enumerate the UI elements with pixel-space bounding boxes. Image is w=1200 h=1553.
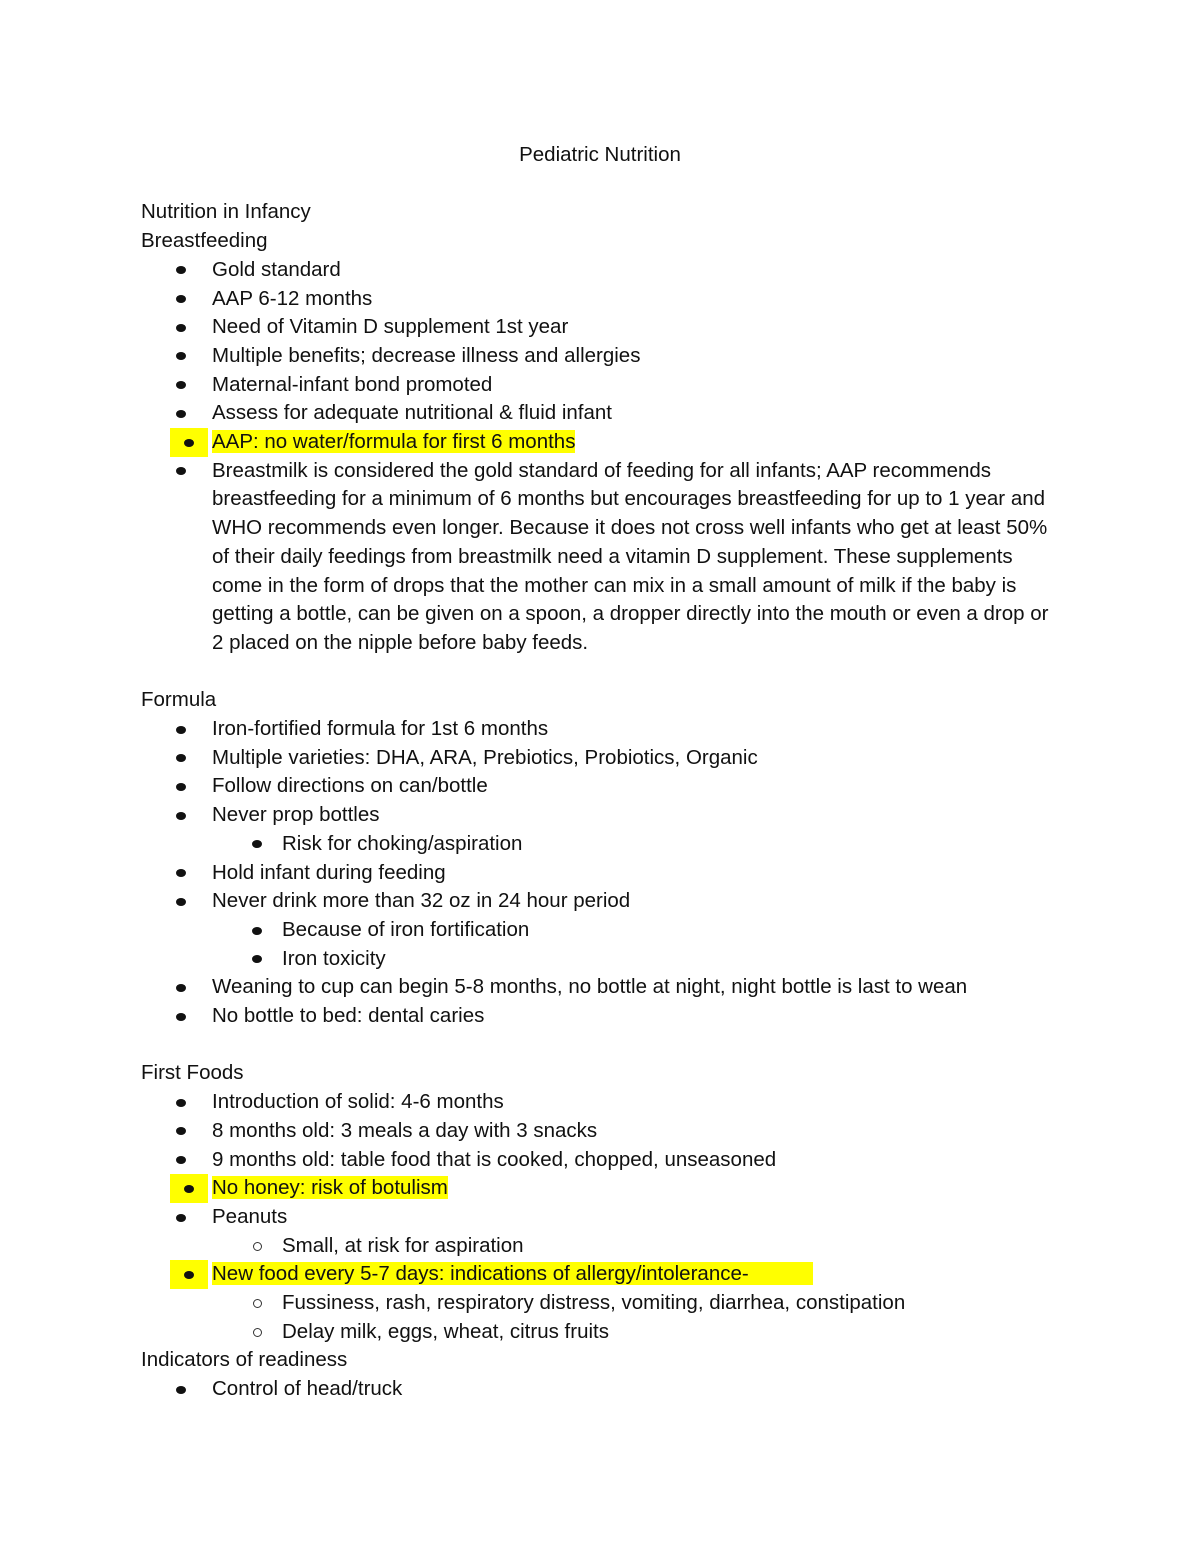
bullet-list-first-foods (141, 1088, 1071, 1346)
section-heading: Nutrition in Infancy (141, 200, 311, 224)
sub-list-item: Because of iron fortification (141, 916, 1071, 945)
page-title: Pediatric Nutrition (519, 143, 681, 166)
circle-bullet-icon (250, 1232, 264, 1261)
bullet-icon (174, 744, 188, 773)
list-item: 9 months old: table food that is cooked, chopped, unseasoned (141, 1146, 1071, 1175)
list-item: Control of head/truck (141, 1375, 1071, 1404)
bullet-icon (250, 830, 264, 859)
list-item: AAP 6-12 months (141, 285, 1071, 314)
list-item: Peanuts (141, 1203, 1071, 1232)
bullet-icon (174, 1375, 188, 1404)
bullet-list-breastfeeding (141, 256, 1071, 658)
list-item: Multiple benefits; decrease illness and allergies (141, 342, 1071, 371)
bullet-icon (174, 1088, 188, 1117)
bullet-icon (250, 945, 264, 974)
list-item: Never drink more than 32 oz in 24 hour period (141, 887, 1071, 916)
bullet-icon (174, 1146, 188, 1175)
bullet-icon (174, 715, 188, 744)
spacer (141, 658, 1071, 687)
list-item: Multiple varieties: DHA, ARA, Prebiotics, Probiotics, Organic (141, 744, 1071, 773)
sub-list-item: Iron toxicity (141, 945, 1071, 974)
bullet-icon (174, 1203, 188, 1232)
section-subheading: Breastfeeding (141, 229, 268, 253)
list-item-highlighted: AAP: no water/formula for first 6 months (141, 428, 1071, 457)
list-item: Follow directions on can/bottle (141, 772, 1071, 801)
bullet-icon (170, 1174, 208, 1203)
circle-bullet-icon (250, 1289, 264, 1318)
bullet-icon (174, 887, 188, 916)
list-item-paragraph: Breastmilk is considered the gold standard of feeding for all infants; AAP recommends breastfeeding for a minimum of 6 months but encourages breastfeeding for up to 1 year and WHO recommends even longer. Because it does not cross well infants who get at least 50% of their daily feedings from breastmilk need a vitamin D supplement. These supplements come in the form of drops that the mother can mix in a small amount of milk if the baby is getting a bottle, can be given on a spoon, a dropper directly into the mouth or even a drop or 2 placed on the nipple before baby feeds. (141, 457, 1071, 658)
section-heading: Indicators of readiness (141, 1348, 348, 1372)
sub-list-item: Fussiness, rash, respiratory distress, vomiting, diarrhea, constipation (141, 1289, 1071, 1318)
list-item: Iron-fortified formula for 1st 6 months (141, 715, 1071, 744)
list-item-highlighted: New food every 5-7 days: indications of allergy/intolerance- (141, 1260, 1071, 1289)
bullet-icon (174, 801, 188, 830)
list-item: Introduction of solid: 4-6 months (141, 1088, 1071, 1117)
bullet-list-readiness (141, 1375, 1071, 1404)
section-heading: First Foods (141, 1061, 244, 1085)
bullet-icon (174, 399, 188, 428)
sub-list-item: Risk for choking/aspiration (141, 830, 1071, 859)
sub-list-item: Small, at risk for aspiration (141, 1232, 1071, 1261)
list-item: No bottle to bed: dental caries (141, 1002, 1071, 1031)
bullet-icon (170, 1260, 208, 1289)
bullet-icon (174, 1002, 188, 1031)
circle-bullet-icon (250, 1318, 264, 1347)
list-item: Assess for adequate nutritional & fluid infant (141, 399, 1071, 428)
bullet-icon (174, 256, 188, 285)
list-item: Hold infant during feeding (141, 859, 1071, 888)
list-item: Need of Vitamin D supplement 1st year (141, 313, 1071, 342)
bullet-icon (174, 457, 188, 486)
bullet-icon (174, 859, 188, 888)
list-item: Never prop bottles (141, 801, 1071, 830)
list-item: Weaning to cup can begin 5-8 months, no bottle at night, night bottle is last to wean (141, 973, 1071, 1002)
bullet-icon (174, 1117, 188, 1146)
bullet-icon (174, 313, 188, 342)
document-body (141, 141, 1071, 1404)
bullet-icon (174, 973, 188, 1002)
list-item: 8 months old: 3 meals a day with 3 snacks (141, 1117, 1071, 1146)
bullet-icon (174, 285, 188, 314)
spacer (141, 170, 1071, 199)
bullet-icon (174, 772, 188, 801)
bullet-list-formula (141, 715, 1071, 1031)
list-item-highlighted: No honey: risk of botulism (141, 1174, 1071, 1203)
section-heading: Formula (141, 688, 217, 712)
list-item: Gold standard (141, 256, 1071, 285)
bullet-icon (250, 916, 264, 945)
spacer (141, 1031, 1071, 1060)
list-item: Maternal-infant bond promoted (141, 371, 1071, 400)
bullet-icon (174, 371, 188, 400)
bullet-icon (170, 428, 208, 457)
bullet-icon (174, 342, 188, 371)
sub-list-item: Delay milk, eggs, wheat, citrus fruits (141, 1318, 1071, 1347)
